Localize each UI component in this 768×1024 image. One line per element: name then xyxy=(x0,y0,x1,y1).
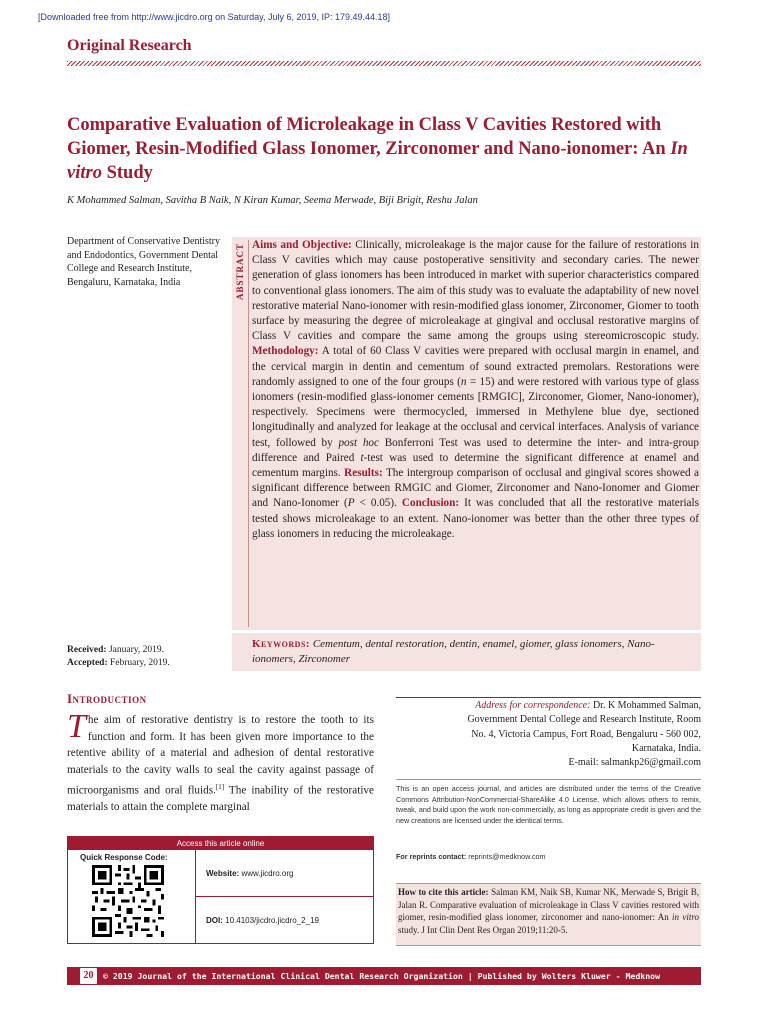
download-note: [Downloaded free from http://www.jicdro.org on Saturday, July 6, 2019, IP: 179.49.44.18] xyxy=(38,12,391,22)
keywords: Keywords: Cementum, dental restoration, dentin, enamel, giomer, glass ionomers, Nano-ionomers, Zirconomer xyxy=(252,638,655,665)
website-link[interactable]: www.jicdro.org xyxy=(241,869,294,878)
accepted-date: Accepted: February, 2019. xyxy=(67,658,170,668)
doi-link[interactable]: 10.4103/jicdro.jicdro_2_19 xyxy=(225,916,319,925)
qr-panel xyxy=(68,850,196,944)
correspondence-address: Address for correspondence: Dr. K Mohammed Salman, Government Dental College and Research Institute, Room No. 4, Victoria Campus, Fort Road, Bengaluru - 560 002, Karnataka, India. E-mail: salmankp26@gmail.com xyxy=(396,699,701,770)
correspondence-rule xyxy=(396,697,701,698)
article-dates xyxy=(67,644,232,670)
author-list: K Mohammed Salman, Savitha B Naik, N Kiran Kumar, Seema Merwade, Biji Brigit, Reshu Jalan xyxy=(67,195,478,206)
article-title: Comparative Evaluation of Microleakage in Class V Cavities Restored with Giomer, Resin-Modified Glass Ionomer, Zirconomer and Nano-ionomer: An In vitro Study xyxy=(67,115,688,183)
reprints-contact: For reprints contact: reprints@medknow.com xyxy=(396,852,546,861)
footer-text: © 2019 Journal of the International Clinical Dental Research Organization | Published by Wolters Kluwer - Medknow xyxy=(103,971,661,981)
qr-code-icon[interactable] xyxy=(92,865,164,937)
introduction-heading: Introduction xyxy=(67,691,147,706)
citation-text: How to cite this article: Salman KM, Naik SB, Kumar NK, Merwade S, Brigit B, Jalan R. Comparative evaluation of microleakage in Class V cavities restored with giomer, resin-modified glass ionomer, zirconomer and nano-ionomer: An in vitro study. J Int Clin Dent Res Organ 2019;11:20-5. xyxy=(398,887,700,935)
drop-cap: T xyxy=(67,708,86,745)
access-info-panel xyxy=(196,850,373,944)
section-tag: Original Research xyxy=(67,37,192,54)
doi-info: DOI: 10.4103/jicdro.jicdro_2_19 xyxy=(206,916,319,925)
abstract-label: ABSTRACT xyxy=(235,243,245,301)
reference-link[interactable]: [1] xyxy=(215,782,225,791)
affiliation: Department of Conservative Dentistry and Endodontics, Government Dental College and Research Institute, Bengaluru, Karnataka, India xyxy=(67,236,221,288)
abstract-text: Aims and Objective: Clinically, microleakage is the major cause for the failure of restorations in Class V cavities which may cause postoperative sensitivity and secondary caries. The newer generation of glass ionomers has been introduced in market with superior characteristics compared to conventional glass ionomers. The aim of this study was to evaluate the adaptability of new novel restorative material Nano-ionomer with resin-modified glass ionomer, Zirconomer, Giomer to tooth surface by measuring the degree of microleakage at gingival and occlusal restorative margins of Class V cavities and compare the same among the groups using stereomicroscopic study. Methodology: A total of 60 Class V cavities were prepared with occlusal margin in enamel, and the cervical margin in dentin and cementum of sound extracted premolars. Restorations were randomly assigned to one of the four groups (n = 15) and were restored with various type of glass ionomers (resin-modified glass-ionomer cements [RMGIC], Zirconomer, Giomer, Nano-ionomer), respectively. Specimens were thermocycled, immersed in Methylene blue dye, sectioned longitudinally and analyzed for leakage at the occlusal and cervical interfaces. Analysis of variance test, followed by post hoc Bonferroni Test was used to determine the inter- and intra-group difference and Paired t-test was used to determine the significant difference at enamel and cementum margins. Results: The intergroup comparison of occlusal and gingival scores showed a significant difference between RMGIC and Giomer, Zirconomer and Nano-Ionomer and Giomer and Nano-Ionomer (P < 0.05). Conclusion: It was concluded that all the restorative materials tested shows microleakage to an extent. Nano-ionomer was better than the other three types of glass ionomers in reducing the microleakage. xyxy=(252,239,700,540)
page-number: 20 xyxy=(80,968,97,984)
open-access-notice: This is an open access journal, and articles are distributed under the terms of the Creative Commons Attribution-NonCommercial-ShareAlike 4.0 License, which allows others to remix, tweak, and build upon the work non-commercially, as long as appropriate credit is given and the new creations are licensed under the identical terms. xyxy=(396,784,701,825)
received-date: Received: January, 2019. xyxy=(67,645,165,655)
access-divider xyxy=(196,896,373,897)
correspondence-email[interactable]: E-mail: salmankp26@gmail.com xyxy=(568,757,701,769)
license-rule xyxy=(396,779,701,780)
website-info: Website: www.jicdro.org xyxy=(206,869,294,878)
qr-label: Quick Response Code: xyxy=(80,853,168,862)
header-rule xyxy=(67,61,701,66)
access-heading: Access this article online xyxy=(68,837,373,850)
introduction-text: The aim of restorative dentistry is to restore the tooth to its function and form. It has been given more importance to the retentive ability of a material and adhesion of dental restorative materials to the cavity walls to seal the cavity against passage of microorganisms and oral fluids.[1] The inability of the restorative materials to attain the complete marginal xyxy=(67,708,374,814)
abstract-divider xyxy=(248,240,249,627)
access-online-box xyxy=(67,836,374,944)
reprints-email[interactable]: reprints@medknow.com xyxy=(466,852,546,861)
